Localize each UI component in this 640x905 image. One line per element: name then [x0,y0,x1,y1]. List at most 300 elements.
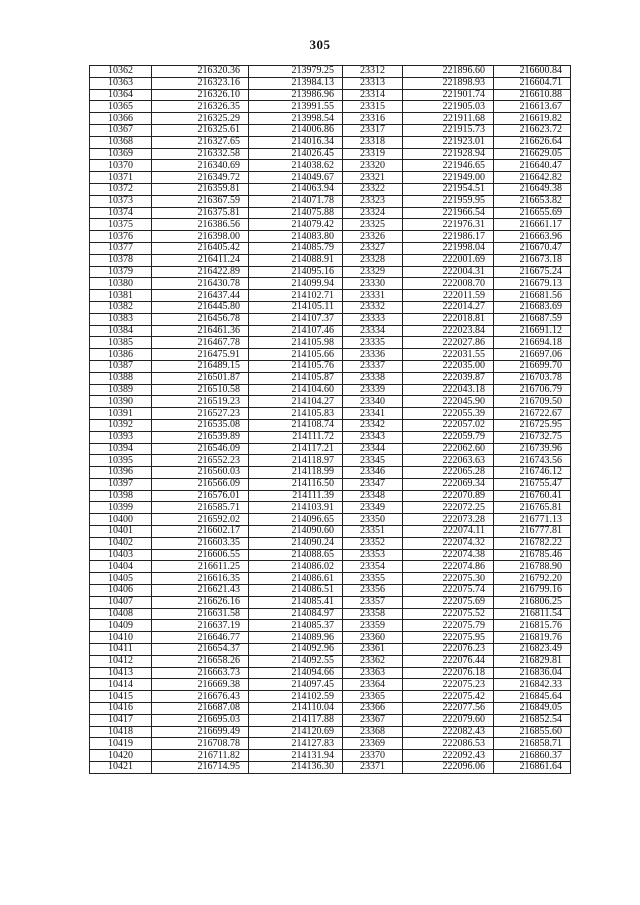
cell-point-id-a: 10365 [90,101,152,113]
cell-point-id-b: 23358 [343,608,403,620]
cell-coord-x-b: 222011.59 [403,290,494,302]
cell-coord-x-b: 222074.32 [403,537,494,549]
table-row [90,66,571,78]
cell-coord-y-a: 214016.34 [249,136,343,148]
cell-coord-y-b: 216852.54 [494,714,571,726]
cell-coord-x-a: 216510.58 [152,384,249,396]
cell-point-id-a: 10391 [90,408,152,420]
cell-coord-y-b: 216829.81 [494,655,571,667]
cell-coord-y-a: 213991.55 [249,101,343,113]
cell-coord-y-a: 214102.59 [249,691,343,703]
cell-coord-y-b: 216845.64 [494,691,571,703]
cell-coord-x-a: 216411.24 [152,254,249,266]
cell-point-id-b: 23340 [343,396,403,408]
cell-coord-x-b: 221966.54 [403,207,494,219]
cell-point-id-a: 10378 [90,254,152,266]
cell-coord-x-a: 216711.82 [152,750,249,762]
cell-coord-x-b: 222092.43 [403,750,494,762]
cell-point-id-a: 10394 [90,443,152,455]
cell-coord-x-b: 222063.63 [403,455,494,467]
cell-coord-y-a: 214085.79 [249,242,343,254]
table-row [90,608,571,620]
cell-coord-x-a: 216695.03 [152,714,249,726]
cell-coord-y-a: 214102.71 [249,290,343,302]
cell-point-id-b: 23364 [343,679,403,691]
cell-coord-x-a: 216637.19 [152,620,249,632]
cell-coord-x-b: 222075.95 [403,632,494,644]
table-row [90,89,571,101]
cell-coord-x-a: 216326.10 [152,89,249,101]
cell-coord-y-a: 214071.78 [249,195,343,207]
cell-coord-y-b: 216836.04 [494,667,571,679]
cell-coord-y-b: 216623.72 [494,124,571,136]
table-row [90,136,571,148]
cell-coord-x-a: 216475.91 [152,349,249,361]
cell-coord-y-b: 216670.47 [494,242,571,254]
cell-coord-x-a: 216552.23 [152,455,249,467]
cell-coord-y-a: 214117.88 [249,714,343,726]
cell-point-id-a: 10381 [90,290,152,302]
cell-coord-x-b: 222035.00 [403,360,494,372]
cell-point-id-b: 23359 [343,620,403,632]
cell-coord-x-a: 216616.35 [152,573,249,585]
cell-point-id-a: 10421 [90,762,152,774]
cell-coord-x-b: 222027.86 [403,337,494,349]
cell-point-id-a: 10420 [90,750,152,762]
table-row [90,502,571,514]
cell-coord-x-a: 216658.26 [152,655,249,667]
cell-point-id-a: 10371 [90,172,152,184]
table-row [90,148,571,160]
table-row [90,360,571,372]
cell-coord-x-a: 216359.81 [152,183,249,195]
cell-point-id-a: 10375 [90,219,152,231]
table-row [90,537,571,549]
cell-coord-y-a: 214105.87 [249,372,343,384]
table-row [90,467,571,479]
cell-coord-y-b: 216675.24 [494,266,571,278]
table-row [90,655,571,667]
cell-coord-y-a: 214088.91 [249,254,343,266]
cell-coord-y-b: 216681.56 [494,290,571,302]
cell-point-id-a: 10364 [90,89,152,101]
cell-coord-y-b: 216746.12 [494,467,571,479]
cell-coord-y-a: 214116.50 [249,478,343,490]
cell-coord-y-b: 216619.82 [494,113,571,125]
cell-coord-y-a: 214105.76 [249,360,343,372]
cell-coord-x-a: 216467.78 [152,337,249,349]
cell-point-id-a: 10403 [90,549,152,561]
cell-point-id-b: 23361 [343,644,403,656]
cell-coord-y-b: 216709.50 [494,396,571,408]
table-row [90,183,571,195]
cell-coord-x-a: 216519.23 [152,396,249,408]
cell-coord-y-a: 214090.60 [249,526,343,538]
table-row [90,703,571,715]
cell-point-id-a: 10402 [90,537,152,549]
cell-point-id-a: 10408 [90,608,152,620]
cell-point-id-b: 23318 [343,136,403,148]
cell-coord-y-a: 214083.80 [249,231,343,243]
cell-coord-y-b: 216687.59 [494,313,571,325]
cell-point-id-a: 10405 [90,573,152,585]
cell-point-id-a: 10383 [90,313,152,325]
cell-coord-y-a: 214086.02 [249,561,343,573]
cell-point-id-a: 10369 [90,148,152,160]
cell-coord-x-a: 216708.78 [152,738,249,750]
cell-coord-y-b: 216849.05 [494,703,571,715]
cell-point-id-b: 23346 [343,467,403,479]
cell-point-id-b: 23343 [343,431,403,443]
table-row [90,349,571,361]
cell-point-id-a: 10368 [90,136,152,148]
cell-coord-y-b: 216765.81 [494,502,571,514]
cell-point-id-b: 23316 [343,113,403,125]
cell-coord-y-b: 216777.81 [494,526,571,538]
table-row [90,113,571,125]
table-row [90,195,571,207]
cell-coord-x-a: 216327.65 [152,136,249,148]
cell-point-id-a: 10387 [90,360,152,372]
cell-coord-y-a: 214092.55 [249,655,343,667]
cell-point-id-b: 23327 [343,242,403,254]
table-row [90,585,571,597]
cell-coord-y-a: 213984.13 [249,77,343,89]
cell-point-id-a: 10363 [90,77,152,89]
table-row [90,419,571,431]
cell-coord-x-b: 222057.02 [403,419,494,431]
cell-point-id-b: 23355 [343,573,403,585]
cell-point-id-b: 23369 [343,738,403,750]
cell-point-id-a: 10389 [90,384,152,396]
cell-coord-x-a: 216603.35 [152,537,249,549]
cell-point-id-a: 10392 [90,419,152,431]
cell-coord-x-b: 222043.18 [403,384,494,396]
cell-coord-x-b: 222076.44 [403,655,494,667]
cell-point-id-b: 23334 [343,325,403,337]
cell-coord-x-a: 216646.77 [152,632,249,644]
cell-coord-y-b: 216819.76 [494,632,571,644]
cell-coord-x-a: 216340.69 [152,160,249,172]
cell-coord-y-b: 216811.54 [494,608,571,620]
cell-coord-y-a: 214084.97 [249,608,343,620]
table-row [90,667,571,679]
cell-point-id-b: 23323 [343,195,403,207]
cell-coord-x-a: 216456.78 [152,313,249,325]
cell-coord-y-a: 214105.66 [249,349,343,361]
cell-coord-y-b: 216683.69 [494,301,571,313]
table-row [90,101,571,113]
table-row [90,455,571,467]
table-row [90,714,571,726]
cell-coord-x-a: 216606.55 [152,549,249,561]
cell-coord-y-b: 216823.49 [494,644,571,656]
cell-point-id-a: 10413 [90,667,152,679]
cell-coord-x-b: 221898.93 [403,77,494,89]
cell-coord-y-b: 216697.06 [494,349,571,361]
cell-coord-y-a: 214096.65 [249,514,343,526]
cell-coord-y-b: 216661.17 [494,219,571,231]
cell-coord-x-b: 222069.34 [403,478,494,490]
cell-coord-y-b: 216691.12 [494,325,571,337]
table-row [90,254,571,266]
cell-coord-y-b: 216842.33 [494,679,571,691]
cell-coord-x-a: 216501.87 [152,372,249,384]
cell-coord-x-a: 216626.16 [152,596,249,608]
table-row [90,443,571,455]
cell-coord-x-a: 216676.43 [152,691,249,703]
cell-coord-x-a: 216445.80 [152,301,249,313]
cell-point-id-a: 10390 [90,396,152,408]
cell-coord-y-b: 216743.56 [494,455,571,467]
cell-point-id-a: 10367 [90,124,152,136]
cell-point-id-a: 10393 [90,431,152,443]
cell-coord-y-a: 214092.96 [249,644,343,656]
cell-coord-x-b: 222074.11 [403,526,494,538]
cell-coord-x-a: 216320.36 [152,66,249,78]
cell-coord-y-b: 216855.60 [494,726,571,738]
table-row [90,620,571,632]
cell-coord-x-b: 221915.73 [403,124,494,136]
cell-coord-x-b: 222023.84 [403,325,494,337]
cell-point-id-b: 23332 [343,301,403,313]
cell-coord-y-a: 214104.27 [249,396,343,408]
table-row [90,372,571,384]
cell-point-id-b: 23350 [343,514,403,526]
cell-coord-y-b: 216642.82 [494,172,571,184]
cell-coord-y-b: 216858.71 [494,738,571,750]
cell-point-id-b: 23352 [343,537,403,549]
table-row [90,301,571,313]
cell-coord-x-a: 216332.58 [152,148,249,160]
cell-coord-x-a: 216535.08 [152,419,249,431]
cell-coord-x-b: 222062.60 [403,443,494,455]
cell-coord-x-a: 216323.16 [152,77,249,89]
cell-point-id-a: 10411 [90,644,152,656]
cell-coord-y-a: 214079.42 [249,219,343,231]
cell-point-id-b: 23342 [343,419,403,431]
cell-coord-x-b: 222072.25 [403,502,494,514]
cell-coord-x-a: 216576.01 [152,490,249,502]
cell-point-id-a: 10376 [90,231,152,243]
cell-coord-x-b: 221998.04 [403,242,494,254]
cell-coord-y-a: 214038.62 [249,160,343,172]
cell-point-id-a: 10401 [90,526,152,538]
cell-coord-y-a: 214118.99 [249,467,343,479]
cell-coord-y-a: 214094.66 [249,667,343,679]
cell-point-id-b: 23333 [343,313,403,325]
cell-coord-x-b: 222075.79 [403,620,494,632]
cell-point-id-a: 10385 [90,337,152,349]
cell-coord-x-a: 216437.44 [152,290,249,302]
cell-coord-x-a: 216398.00 [152,231,249,243]
cell-coord-y-a: 214105.83 [249,408,343,420]
cell-coord-x-b: 222075.74 [403,585,494,597]
table-row [90,384,571,396]
table-row [90,762,571,774]
cell-point-id-b: 23315 [343,101,403,113]
cell-point-id-b: 23370 [343,750,403,762]
cell-point-id-b: 23368 [343,726,403,738]
cell-point-id-a: 10414 [90,679,152,691]
cell-coord-y-b: 216771.13 [494,514,571,526]
cell-point-id-b: 23371 [343,762,403,774]
cell-coord-x-b: 222065.28 [403,467,494,479]
cell-point-id-b: 23363 [343,667,403,679]
cell-point-id-b: 23347 [343,478,403,490]
cell-point-id-a: 10388 [90,372,152,384]
table-row [90,644,571,656]
cell-point-id-b: 23335 [343,337,403,349]
cell-coord-x-a: 216430.78 [152,278,249,290]
cell-point-id-b: 23328 [343,254,403,266]
cell-coord-y-b: 216694.18 [494,337,571,349]
table-row [90,573,571,585]
cell-coord-x-b: 221901.74 [403,89,494,101]
cell-point-id-b: 23367 [343,714,403,726]
cell-point-id-b: 23345 [343,455,403,467]
cell-point-id-a: 10419 [90,738,152,750]
cell-coord-y-b: 216860.37 [494,750,571,762]
cell-coord-y-a: 214103.91 [249,502,343,514]
cell-point-id-b: 23319 [343,148,403,160]
table-row [90,337,571,349]
cell-point-id-b: 23366 [343,703,403,715]
cell-point-id-a: 10399 [90,502,152,514]
table-row [90,750,571,762]
table-row [90,679,571,691]
cell-coord-y-b: 216760.41 [494,490,571,502]
cell-point-id-b: 23349 [343,502,403,514]
cell-coord-x-b: 221905.03 [403,101,494,113]
coordinate-table [89,65,571,774]
cell-point-id-a: 10377 [90,242,152,254]
table-row [90,313,571,325]
cell-point-id-b: 23339 [343,384,403,396]
table-row [90,514,571,526]
cell-point-id-b: 23357 [343,596,403,608]
table-row [90,691,571,703]
cell-coord-y-a: 213998.54 [249,113,343,125]
cell-point-id-b: 23320 [343,160,403,172]
cell-coord-y-a: 214026.45 [249,148,343,160]
cell-point-id-b: 23338 [343,372,403,384]
cell-coord-x-a: 216585.71 [152,502,249,514]
cell-point-id-b: 23360 [343,632,403,644]
cell-point-id-a: 10398 [90,490,152,502]
cell-coord-y-a: 214049.67 [249,172,343,184]
cell-coord-y-b: 216799.16 [494,585,571,597]
table-row [90,596,571,608]
cell-coord-y-a: 214117.21 [249,443,343,455]
cell-point-id-a: 10406 [90,585,152,597]
cell-coord-x-a: 216699.49 [152,726,249,738]
cell-point-id-a: 10366 [90,113,152,125]
cell-point-id-a: 10373 [90,195,152,207]
cell-point-id-a: 10409 [90,620,152,632]
cell-coord-x-a: 216592.02 [152,514,249,526]
cell-coord-y-a: 214085.37 [249,620,343,632]
cell-coord-x-a: 216654.37 [152,644,249,656]
cell-point-id-b: 23329 [343,266,403,278]
cell-coord-y-b: 216653.82 [494,195,571,207]
cell-point-id-a: 10370 [90,160,152,172]
cell-coord-y-a: 214120.69 [249,726,343,738]
cell-coord-x-b: 222076.18 [403,667,494,679]
cell-coord-y-b: 216815.76 [494,620,571,632]
cell-coord-x-b: 222075.42 [403,691,494,703]
cell-coord-y-a: 214110.04 [249,703,343,715]
cell-point-id-b: 23348 [343,490,403,502]
cell-coord-x-a: 216663.73 [152,667,249,679]
cell-coord-x-a: 216349.72 [152,172,249,184]
cell-point-id-b: 23330 [343,278,403,290]
cell-coord-y-a: 214107.46 [249,325,343,337]
cell-coord-y-a: 214105.11 [249,301,343,313]
cell-point-id-b: 23337 [343,360,403,372]
cell-coord-x-b: 222075.23 [403,679,494,691]
cell-point-id-a: 10372 [90,183,152,195]
cell-coord-y-a: 214086.51 [249,585,343,597]
cell-point-id-b: 23325 [343,219,403,231]
cell-coord-x-a: 216539.89 [152,431,249,443]
cell-coord-y-b: 216613.67 [494,101,571,113]
cell-coord-x-b: 222074.38 [403,549,494,561]
table-row [90,219,571,231]
cell-coord-x-b: 222070.89 [403,490,494,502]
cell-coord-y-a: 214111.39 [249,490,343,502]
cell-point-id-b: 23336 [343,349,403,361]
table-row [90,266,571,278]
cell-coord-x-b: 222073.28 [403,514,494,526]
cell-point-id-a: 10418 [90,726,152,738]
table-row [90,478,571,490]
cell-coord-x-a: 216566.09 [152,478,249,490]
cell-coord-y-b: 216782.22 [494,537,571,549]
cell-coord-x-a: 216527.23 [152,408,249,420]
cell-coord-x-b: 221976.31 [403,219,494,231]
table-row [90,124,571,136]
cell-coord-y-b: 216706.79 [494,384,571,396]
cell-coord-x-b: 222039.87 [403,372,494,384]
cell-coord-y-b: 216663.96 [494,231,571,243]
cell-point-id-a: 10396 [90,467,152,479]
cell-point-id-a: 10397 [90,478,152,490]
cell-point-id-a: 10400 [90,514,152,526]
table-row [90,632,571,644]
cell-coord-x-b: 222008.70 [403,278,494,290]
cell-coord-x-a: 216621.43 [152,585,249,597]
cell-coord-x-b: 221923.01 [403,136,494,148]
cell-coord-x-a: 216405.42 [152,242,249,254]
cell-coord-x-a: 216560.03 [152,467,249,479]
cell-coord-y-a: 213979.25 [249,66,343,78]
cell-point-id-b: 23312 [343,66,403,78]
table-row [90,396,571,408]
table-row [90,526,571,538]
cell-coord-y-a: 214118.97 [249,455,343,467]
cell-coord-y-a: 214108.74 [249,419,343,431]
cell-coord-x-a: 216326.35 [152,101,249,113]
cell-coord-x-b: 222014.27 [403,301,494,313]
cell-coord-y-b: 216640.47 [494,160,571,172]
cell-coord-y-b: 216604.71 [494,77,571,89]
cell-point-id-a: 10407 [90,596,152,608]
cell-coord-y-b: 216703.78 [494,372,571,384]
cell-point-id-b: 23313 [343,77,403,89]
cell-coord-x-b: 221928.94 [403,148,494,160]
cell-coord-x-b: 222075.30 [403,573,494,585]
